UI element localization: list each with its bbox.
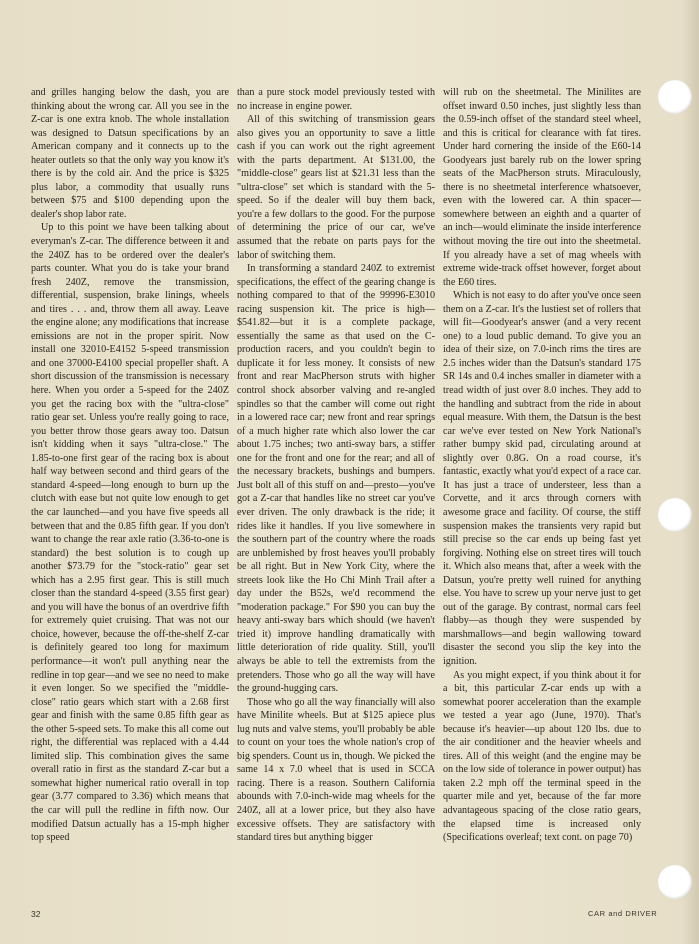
binder-hole-top (658, 80, 692, 114)
paragraph: Which is not easy to do after you've once seen them on a Z-car. It's the lustiest set of rollers that will fit—Goodyear's answer (and a very recent one) to a loud public demand. To give you an idea of their size, on 7.0-inch rims the tires are 2.5 inches wider than the Datsun's standard 175 SR 14s and 0.4 inches smaller in diameter with a tread width of just over 8.0 inches. They add to the handling and subtract from the ride in about equal measure. With them, the Datsun is the best car we've ever tested on New York National's rather bumpy skid pad, circulating around at slightly over 0.8G. On a road course, it's fantastic, exactly what you'd expect of a race car. It has just a trace of understeer, less than a Corvette, and it arcs through corners with awesome grace and facility. Of course, the stiff suspension makes the transients very rapid but still precise so the car ends up being fast yet forgiving. Nothing else on street tires will touch it. Which also means that, after a week with the Datsun, you're pretty well ruined for anything else. You have to screw up your nerve just to get out of the garage. By contrast, normal cars feel flabby—as though they were suspended by marshmallows—and begin wallowing toward disaster the second you slip the key into the ignition. (443, 290, 641, 667)
page-number: 32 (31, 909, 41, 919)
binder-hole-middle (658, 498, 692, 532)
page-edge-shadow (681, 0, 699, 944)
text-column-middle (237, 86, 435, 845)
magazine-name: CAR and DRIVER (588, 909, 658, 918)
paragraph: All of this switching of transmission gears also gives you an opportunity to save a little cash if you can work out the right agreement with the parts department. At $131.00, the "middle-close" gears list at $21.31 less than the "ultra-close" set which is standard with the 5-speed. So if the dealer will buy them back, you're a few dollars to the good. For the purpose of determining the price of our car, we've assumed that the rebate on parts pays for the labor of switching them. (237, 114, 435, 261)
paragraph: Up to this point we have been talking about everyman's Z-car. The difference between it and the 240Z has to be ordered over the dealer's parts counter. What you do is take your brand fresh 240Z, remove the transmission, differential, suspension, brake linings, wheels and tires . . . and, throw them all away. Leave the engine alone; any modifications that increase emissions are not in the proper spirit. Now install one 32010-E4152 5-speed transmission and one 37000-E4100 special propeller shaft. A short discussion of the transmission is necessary here. When you order a 5-speed for the 240Z you get the racing box with the "ultra-close" ratio gear set. Unless you're really going to race, you better throw those gears away too. Datsun isn't kidding when it says "ultra-close." The 1.85-to-one first gear of the racing box is about half way between second and third gears of the standard 4-speed—long enough to burn up the clutch with ease but not quite low enough to get the car launched—and you have five speeds all between that and the 0.85 fifth gear. If you don't want to change the rear axle ratio (3.36-to-one is standard) the best solution is to cough up another $73.79 for the "stock-ratio" gear set which has a 2.95 first gear. This is still much closer than the standard 4-speed (3.55 first gear) and you will have the bonus of an overdrive fifth for extremely quiet cruising. That was not our choice, however, because the off-the-shelf Z-car is definitely geared too long for maximum performance—it won't pull anything near the redline in top gear—and we see no need to make it even longer. So we specified the "middle-close" ratio gears which start with a 2.68 first gear and finish with the same 0.85 fifth gear as the other 5-speed sets. To make this all come out right, the differential was replaced with a 4.44 limited slip. This combination gives the same overall ratio in first as the standard Z-car but a somewhat higher numerical ratio overall in top gear (3.77 compared to 3.36) which means that the car will pull the redline in fifth now. Our modified Datsun actually has a 15-mph higher top speed (31, 222, 229, 844)
binder-hole-bottom (658, 865, 692, 899)
paragraph: Those who go all the way financially will also have Minilite wheels. But at $125 apiece plus lug nuts and valve stems, you'll probably be able to count on your toes the whole nation's crop of big spenders. Count us in, though. We picked the same 14 x 7.0 wheel that is used in SCCA racing. There is a reason. Southern California abounds with 7.0-inch-wide mag wheels for the 240Z, all at a lower price, but they also have excessive offsets. They are satisfactory with standard tires but anything bigger (237, 696, 435, 844)
text-column-right (443, 86, 641, 845)
paragraph: As you might expect, if you think about it for a bit, this particular Z-car ends up with a somewhat poorer acceleration than the example we tested a year ago (June, 1970). That's because it's heavier—up about 120 lbs. due to the air conditioner and the heavier wheels and tires. All of this weight (and the engine may be on the low side of tolerance in power output) has taken 2.2 mph off the terminal speed in the quarter mile and yet, because of the far more advantageous spacing of the close ratio gears, the elapsed time is increased only (Specifications overleaf; text cont. on page 70) (443, 669, 641, 844)
text-column-left (31, 86, 229, 845)
paragraph: and grilles hanging below the dash, you are thinking about the wrong car. All you see in the Z-car is one extra knob. The whole installation was designed to Datsun specifications by an American company and it connects up to the heater outlets so that the only way you know it's there is by the cold air. And the price is $325 plus labor, a commodity that usually runs between $75 and $100 depending upon the dealer's shop labor rate. (31, 87, 229, 220)
paragraph: In transforming a standard 240Z to extremist specifications, the effect of the gearing change is nothing compared to that of the 99996-E3010 racing suspension kit. The price is high—$541.82—but it is a complete package, essentially the same as that used on the C-production racers, and you couldn't begin to duplicate it for less money. It consists of new front and rear MacPherson struts with higher control shock absorber valving and re-angled spindles so that the camber will come out right in a lowered race car; new front and rear springs of a much higher rate which also lower the car about 1.75 inches; two anti-sway bars, a stiffer one for the front and one for the rear; and all of the necessary brackets, bushings and bumpers. Just bolt all of this stuff on and—presto—you've got a Z-car that handles like no street car you've ever driven. The only drawback is the ride; it rides like it handles. If you live somewhere in the southern part of the country where the roads are unblemished by frost heaves you'll probably be all right. But in New York City, where the streets look like the Ho Chi Minh Trail after a day under the B52s, we'd recommend the "moderation package." For $90 you can buy the heavy anti-sway bars which should (we haven't tried it) improve handling dramatically with little deterioration of ride quality. Still, you'll always be able to tell the extremists from the pretenders. Those who go all the way will have the ground-hugging cars. (237, 263, 435, 695)
paragraph: will rub on the sheetmetal. The Minilites are offset inward 0.50 inches, just slightly less than the 0.59-inch offset of the standard steel wheel, and this is critical for clearance with fat tires. Under hard cornering the inside of the E60-14 Goodyears just barely rub on the lower spring seats of the MacPherson struts. Miraculously, there is no sheetmetal interference whatsoever, even with the lowered car. A thin spacer—somewhere between an eighth and a quarter of an inch—would eliminate the inside interference without moving the tire out into the sheetmetal. If you already have a set of mag wheels with extreme wide-track offset however, forget about the E60 tires. (443, 87, 641, 288)
paragraph: than a pure stock model previously tested with no increase in engine power. (237, 87, 435, 112)
